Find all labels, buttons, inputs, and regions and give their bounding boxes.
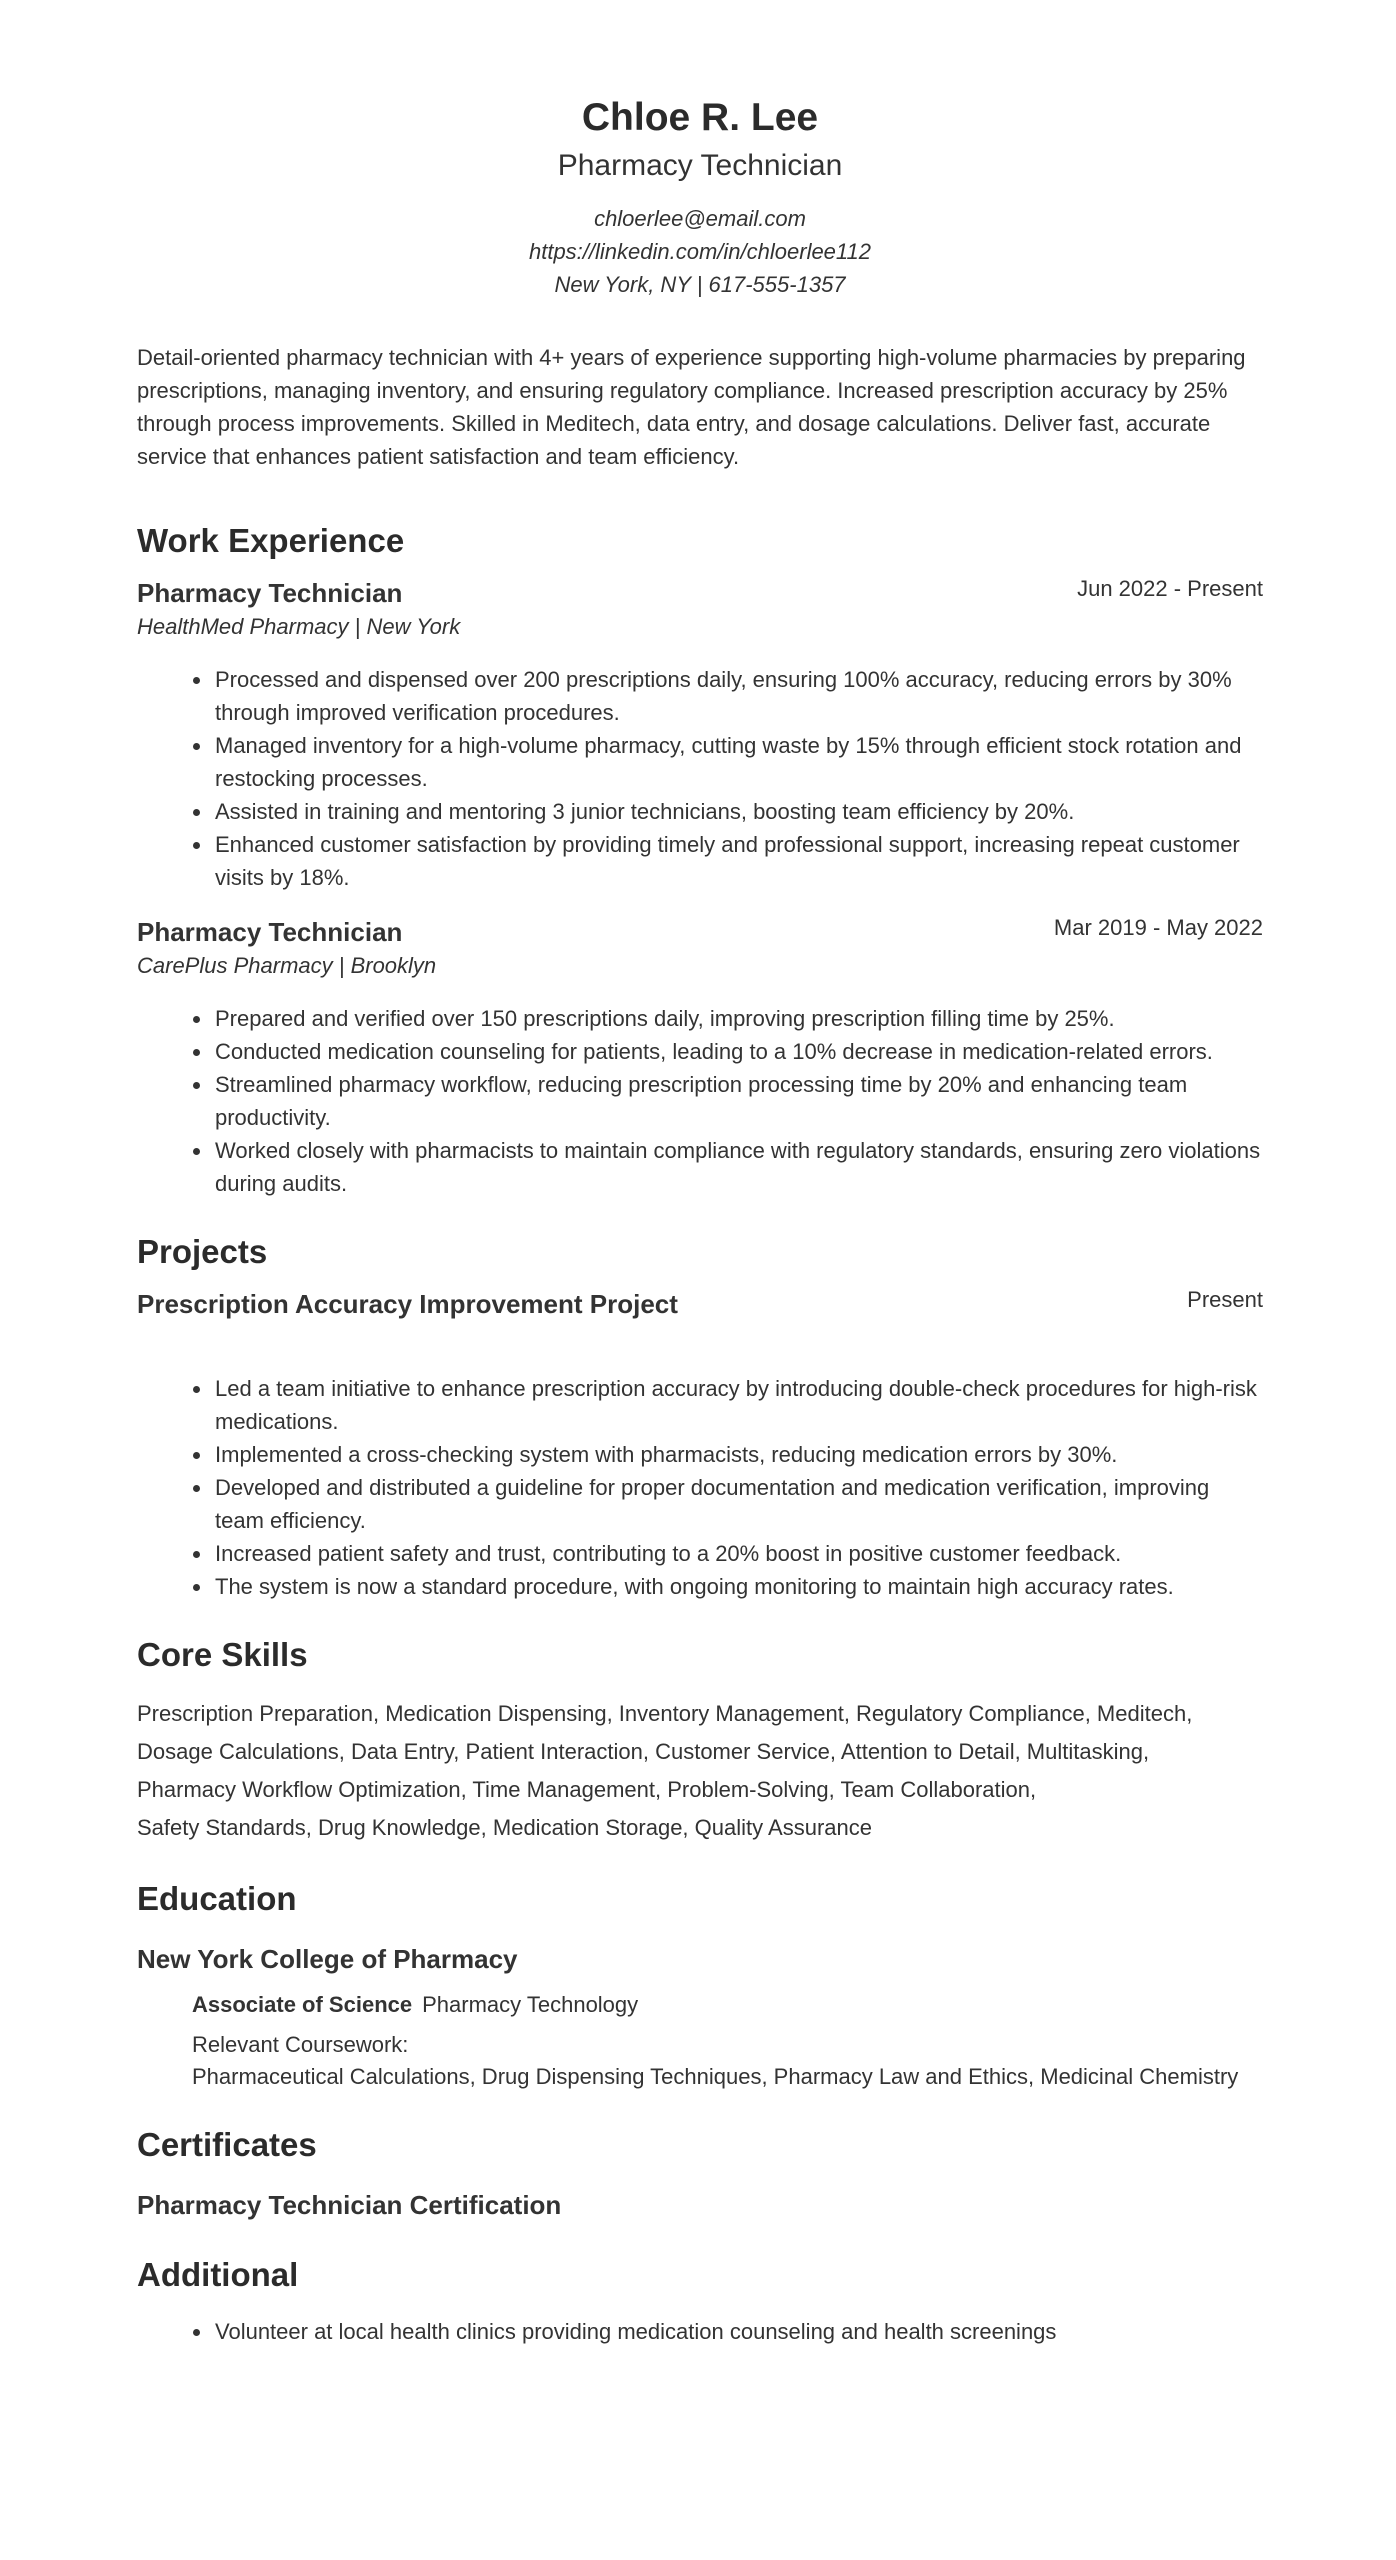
work-experience-section [137, 519, 1263, 1200]
education-section [137, 1877, 1263, 2093]
list-item: Managed inventory for a high-volume pharmacy, cutting waste by 15% through efficient stock rotation and restocking processes. [215, 729, 1263, 795]
coursework-label: Relevant Coursework: [192, 2032, 409, 2057]
list-item: Assisted in training and mentoring 3 junior technicians, boosting team efficiency by 20%. [215, 795, 1263, 828]
job-title: Pharmacy Technician [137, 917, 403, 947]
list-item: Led a team initiative to enhance prescription accuracy by introducing double-check procedures for high-risk medications. [215, 1372, 1263, 1438]
skills-line: Prescription Preparation, Medication Dispensing, Inventory Management, Regulatory Compliance, Meditech, [137, 1701, 1193, 1726]
section-title-work: Work Experience [137, 522, 405, 559]
section-title-certificates: Certificates [137, 2126, 317, 2163]
linkedin-text: https://linkedin.com/in/chloerlee112 [528, 239, 871, 264]
candidate-title: Pharmacy Technician [557, 149, 843, 182]
project-date: Present [1187, 1287, 1263, 1312]
section-title-additional: Additional [137, 2256, 299, 2293]
job-header [137, 914, 1263, 950]
skills-list [137, 1695, 1263, 1847]
list-item: Implemented a cross-checking system with pharmacists, reducing medication errors by 30%. [215, 1438, 1263, 1471]
certificates-section [137, 2123, 1263, 2223]
job-date: Jun 2022 - Present [1077, 576, 1263, 601]
additional-section [137, 2253, 1263, 2348]
list-item: Enhanced customer satisfaction by providing timely and professional support, increasing repeat customer visits by 18%. [215, 828, 1263, 894]
additional-bullets [137, 2315, 1263, 2348]
skills-line: Dosage Calculations, Data Entry, Patient Interaction, Customer Service, Attention to Detail, Multitasking, [137, 1739, 1150, 1764]
job-entry [137, 914, 1263, 1200]
list-item: Increased patient safety and trust, contributing to a 20% boost in positive customer feedback. [215, 1537, 1263, 1570]
job-title: Pharmacy Technician [137, 578, 403, 608]
project-header [137, 1286, 1263, 1322]
skills-line: Pharmacy Workflow Optimization, Time Management, Problem-Solving, Team Collaboration, [137, 1777, 1037, 1802]
skills-section [137, 1633, 1263, 1847]
list-item: Volunteer at local health clinics providing medication counseling and health screenings [215, 2315, 1263, 2348]
job-bullets [137, 1002, 1263, 1200]
list-item: The system is now a standard procedure, with ongoing monitoring to maintain high accuracy rates. [215, 1570, 1263, 1603]
education-detail [137, 1989, 1263, 2093]
skills-line: Safety Standards, Drug Knowledge, Medication Storage, Quality Assurance [137, 1815, 872, 1840]
job-entry [137, 575, 1263, 894]
section-title-projects: Projects [137, 1233, 268, 1270]
certificate-name: Pharmacy Technician Certification [137, 2190, 562, 2220]
job-header [137, 575, 1263, 611]
section-title-skills: Core Skills [137, 1636, 308, 1673]
degree-name: Associate of Science [192, 1992, 413, 2017]
job-company: CarePlus Pharmacy | Brooklyn [137, 953, 437, 978]
school-name: New York College of Pharmacy [137, 1944, 518, 1974]
degree-field: Pharmacy Technology [422, 1992, 639, 2017]
list-item: Conducted medication counseling for patients, leading to a 10% decrease in medication-related errors. [215, 1035, 1263, 1068]
project-entry [137, 1286, 1263, 1603]
list-item: Developed and distributed a guideline for proper documentation and medication verification, improving team efficiency. [215, 1471, 1263, 1537]
job-date: Mar 2019 - May 2022 [1053, 915, 1263, 940]
project-bullets [137, 1372, 1263, 1603]
section-title-education: Education [137, 1880, 297, 1917]
list-item: Streamlined pharmacy workflow, reducing prescription processing time by 20% and enhancing team productivity. [215, 1068, 1263, 1134]
location-phone-text: New York, NY | 617-555-1357 [554, 272, 846, 297]
resume-header [137, 92, 1263, 301]
project-title: Prescription Accuracy Improvement Project [137, 1289, 678, 1319]
email-text: chloerlee@email.com [594, 206, 806, 231]
candidate-name: Chloe R. Lee [581, 96, 819, 139]
list-item: Processed and dispensed over 200 prescriptions daily, ensuring 100% accuracy, reducing errors by 30% through improved verification procedures. [215, 663, 1263, 729]
job-company: HealthMed Pharmacy | New York [137, 614, 461, 639]
contact-info [137, 202, 1263, 301]
summary-paragraph: Detail-oriented pharmacy technician with 4+ years of experience supporting high-volume pharmacies by preparing prescriptions, managing inventory, and ensuring regulatory compliance. Increased prescription accuracy by 25% through process improvements. Skilled in Meditech, data entry, and dosage calculations. Deliver fast, accurate service that enhances patient satisfaction and team efficiency. [137, 345, 1246, 469]
degree-line [192, 1989, 1263, 2021]
list-item: Worked closely with pharmacists to maintain compliance with regulatory standards, ensuring zero violations during audits. [215, 1134, 1263, 1200]
list-item: Prepared and verified over 150 prescriptions daily, improving prescription filling time by 25%. [215, 1002, 1263, 1035]
projects-section [137, 1230, 1263, 1603]
coursework-text: Pharmaceutical Calculations, Drug Dispensing Techniques, Pharmacy Law and Ethics, Medicinal Chemistry [192, 2064, 1239, 2089]
job-bullets [137, 663, 1263, 894]
